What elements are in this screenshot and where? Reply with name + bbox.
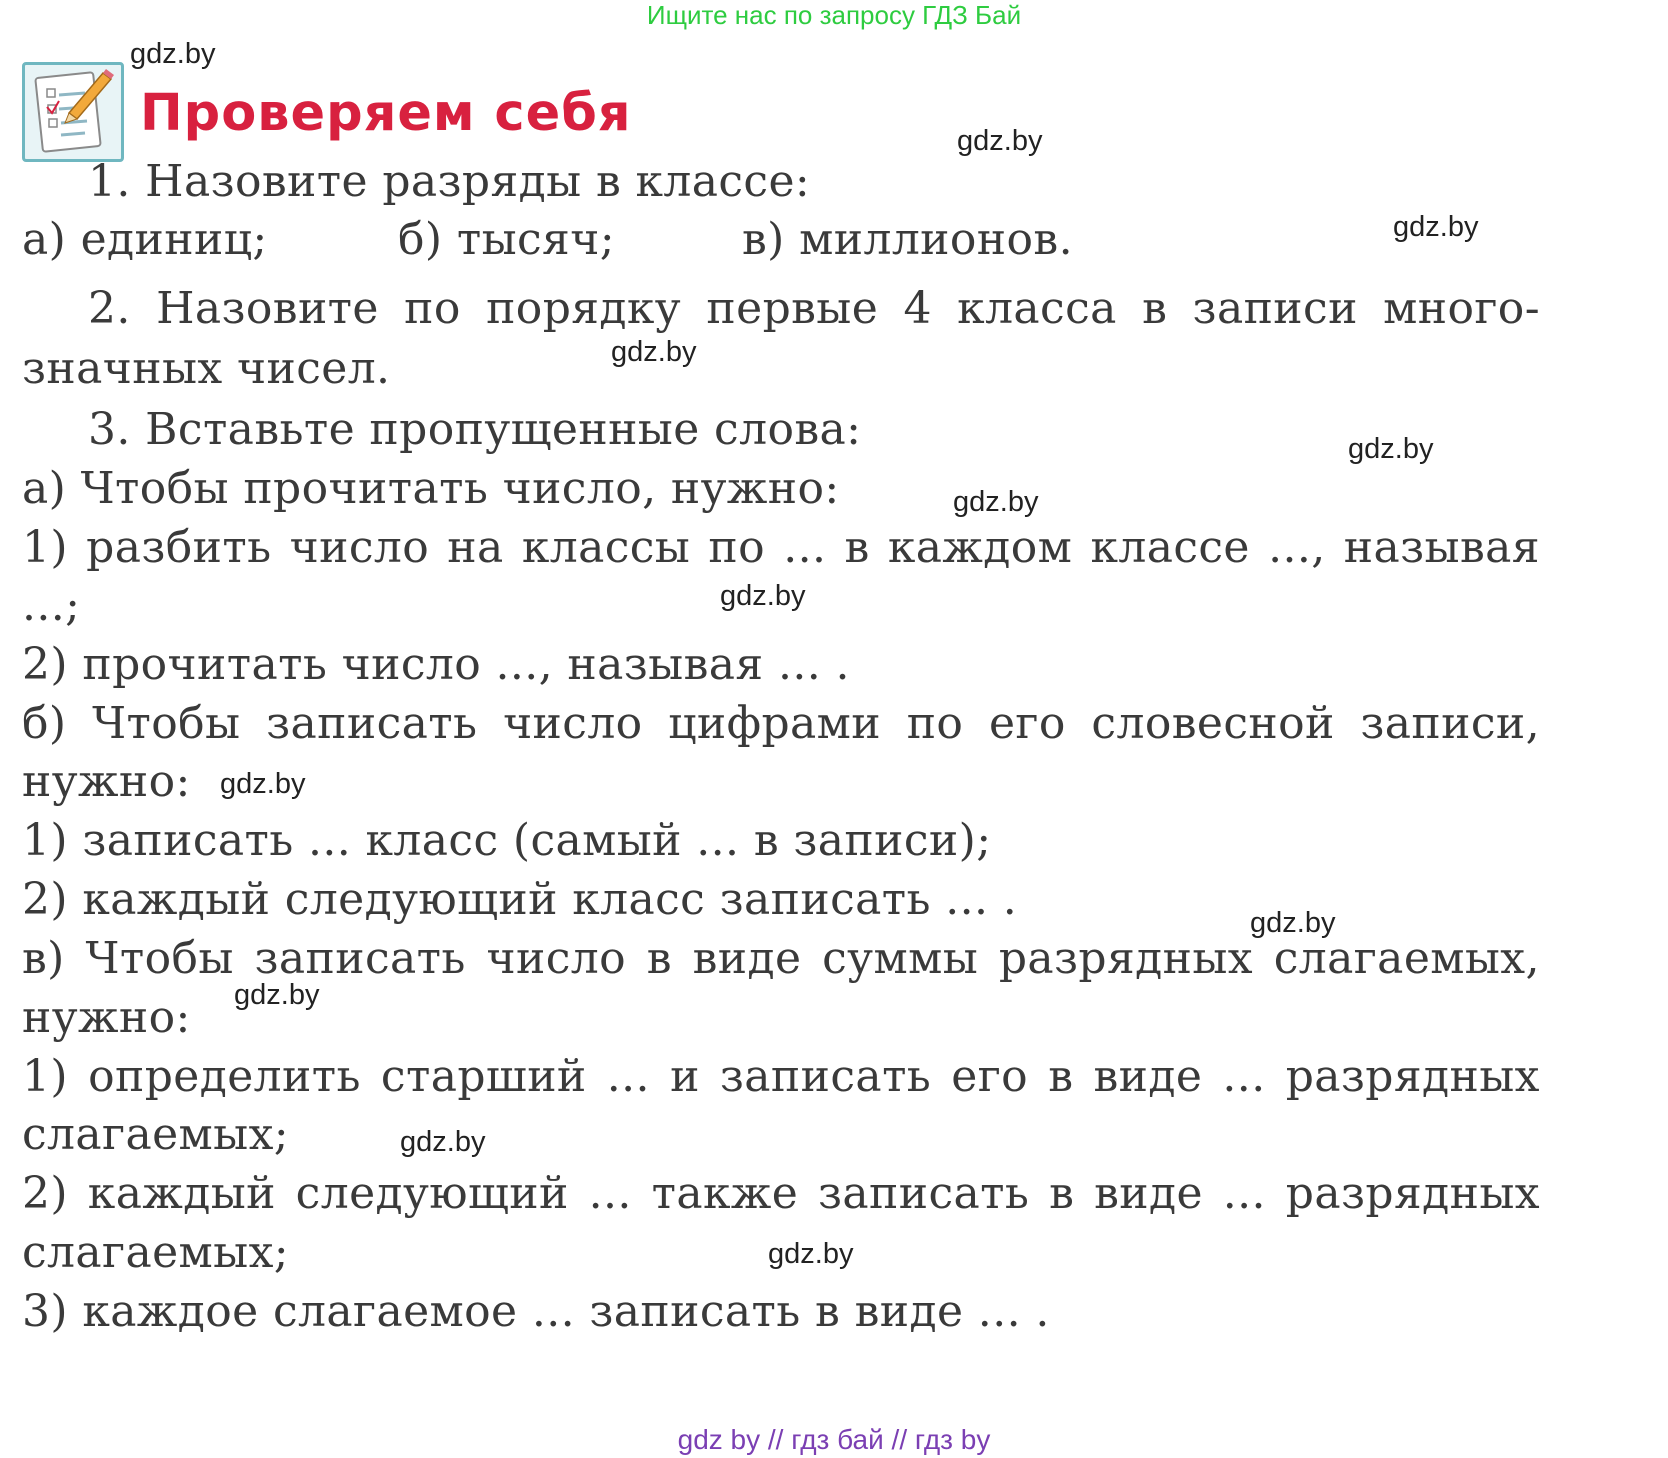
task-3c-step-1	[22, 1051, 1540, 1103]
word: число	[503, 698, 643, 749]
word: определить	[88, 1051, 361, 1102]
word: записать	[818, 1168, 1030, 1219]
task-2-line-1	[88, 283, 1540, 335]
watermark: gdz.by	[234, 979, 320, 1011]
task-3b-intro	[22, 698, 1540, 750]
word: каждый	[87, 1168, 276, 1219]
word: ...	[1222, 1168, 1266, 1219]
word: старший	[380, 1051, 587, 1102]
page-title: Проверяем себя	[140, 84, 632, 143]
word: 2.	[88, 283, 131, 334]
task-1-title: 1. Назовите разряды в классе:	[88, 156, 811, 207]
word: в	[646, 933, 672, 984]
word: цифрами	[668, 698, 882, 749]
watermark: gdz.by	[1348, 433, 1434, 465]
word: ...	[1222, 1051, 1266, 1102]
word: записи	[1192, 283, 1358, 334]
option-b: б) тысяч;	[398, 214, 615, 265]
word: классе	[1090, 522, 1250, 573]
word: виде	[1094, 1168, 1203, 1219]
word: на	[447, 522, 504, 573]
word: по	[404, 283, 461, 334]
word: в	[1049, 1168, 1075, 1219]
word: в	[1048, 1051, 1074, 1102]
word: называя	[1343, 522, 1540, 573]
word: слагаемых,	[1273, 933, 1540, 984]
watermark: gdz.by	[1250, 907, 1336, 939]
watermark: gdz.by	[768, 1238, 854, 1270]
word: число	[289, 522, 430, 573]
word: также	[651, 1168, 799, 1219]
word: Чтобы	[92, 698, 241, 749]
task-3b-step-1: 1) записать ... класс (самый ... в записи);	[22, 815, 992, 866]
watermark: gdz.by	[611, 336, 697, 368]
top-banner: Ищите нас по запросу ГДЗ Бай	[646, 0, 1022, 30]
word: 2)	[22, 1168, 68, 1219]
word: записать	[254, 933, 466, 984]
option-c: в) миллионов.	[742, 214, 1073, 265]
word: суммы	[822, 933, 979, 984]
task-3b-intro-tail: нужно:	[22, 756, 191, 807]
word: записать	[719, 1051, 932, 1102]
word: 1)	[22, 1051, 68, 1102]
task-3-title: 3. Вставьте пропущенные слова:	[88, 404, 862, 455]
task-2-line-2: значных чисел.	[22, 343, 391, 394]
word: много-	[1383, 283, 1540, 334]
word: словесной	[1091, 698, 1335, 749]
task-3a-step-1	[22, 522, 1540, 574]
word: записи,	[1360, 698, 1540, 749]
watermark: gdz.by	[720, 580, 806, 612]
word: первые	[706, 283, 879, 334]
watermark: gdz.by	[130, 38, 216, 70]
word: разбить	[86, 522, 272, 573]
word: разрядных	[998, 933, 1253, 984]
task-3a-step-1-tail: ...;	[22, 580, 81, 631]
word: каждом	[887, 522, 1073, 573]
word: разрядных	[1285, 1168, 1540, 1219]
word: в	[1142, 283, 1168, 334]
word: и	[670, 1051, 700, 1102]
task-3a-intro: а) Чтобы прочитать число, нужно:	[22, 463, 840, 514]
task-3c-step-1-tail: слагаемых;	[22, 1109, 290, 1160]
option-a: а) единиц;	[22, 214, 268, 265]
task-3c-step-2-tail: слагаемых;	[22, 1227, 290, 1278]
word: Назовите	[156, 283, 379, 334]
word: ...	[783, 522, 827, 573]
word: его	[988, 698, 1066, 749]
watermark: gdz.by	[400, 1126, 486, 1158]
task-3a-step-2: 2) прочитать число ..., называя ... .	[22, 639, 850, 690]
word: его	[951, 1051, 1029, 1102]
word: виде	[1093, 1051, 1203, 1102]
word: Чтобы	[85, 933, 234, 984]
task-3c-step-2	[22, 1168, 1540, 1220]
word: 4	[903, 283, 932, 334]
word: по	[906, 698, 964, 749]
task-3c-step-3: 3) каждое слагаемое ... записать в виде ... .	[22, 1286, 1050, 1337]
word: ...,	[1268, 522, 1326, 573]
task-3b-step-2: 2) каждый следующий класс записать ... .	[22, 874, 1018, 925]
watermark: gdz.by	[220, 768, 306, 800]
word: б)	[22, 698, 67, 749]
word: классы	[521, 522, 691, 573]
word: класса	[957, 283, 1117, 334]
word: следующий	[295, 1168, 569, 1219]
word: в	[844, 522, 870, 573]
footer-links: gdz by // гдз бай // гдз by	[677, 1424, 991, 1455]
word: число	[486, 933, 626, 984]
watermark: gdz.by	[1393, 211, 1479, 243]
task-3c-intro-tail: нужно:	[22, 992, 191, 1043]
word: порядку	[486, 283, 682, 334]
word: ...	[606, 1051, 650, 1102]
checklist-pencil-icon	[22, 62, 124, 162]
watermark: gdz.by	[957, 125, 1043, 157]
watermark: gdz.by	[953, 486, 1039, 518]
task-3c-intro	[22, 933, 1540, 985]
word: разрядных	[1285, 1051, 1540, 1102]
word: ...	[588, 1168, 632, 1219]
word: 1)	[22, 522, 68, 573]
word: записать	[266, 698, 478, 749]
word: по	[708, 522, 766, 573]
word: в)	[22, 933, 65, 984]
word: виде	[692, 933, 802, 984]
